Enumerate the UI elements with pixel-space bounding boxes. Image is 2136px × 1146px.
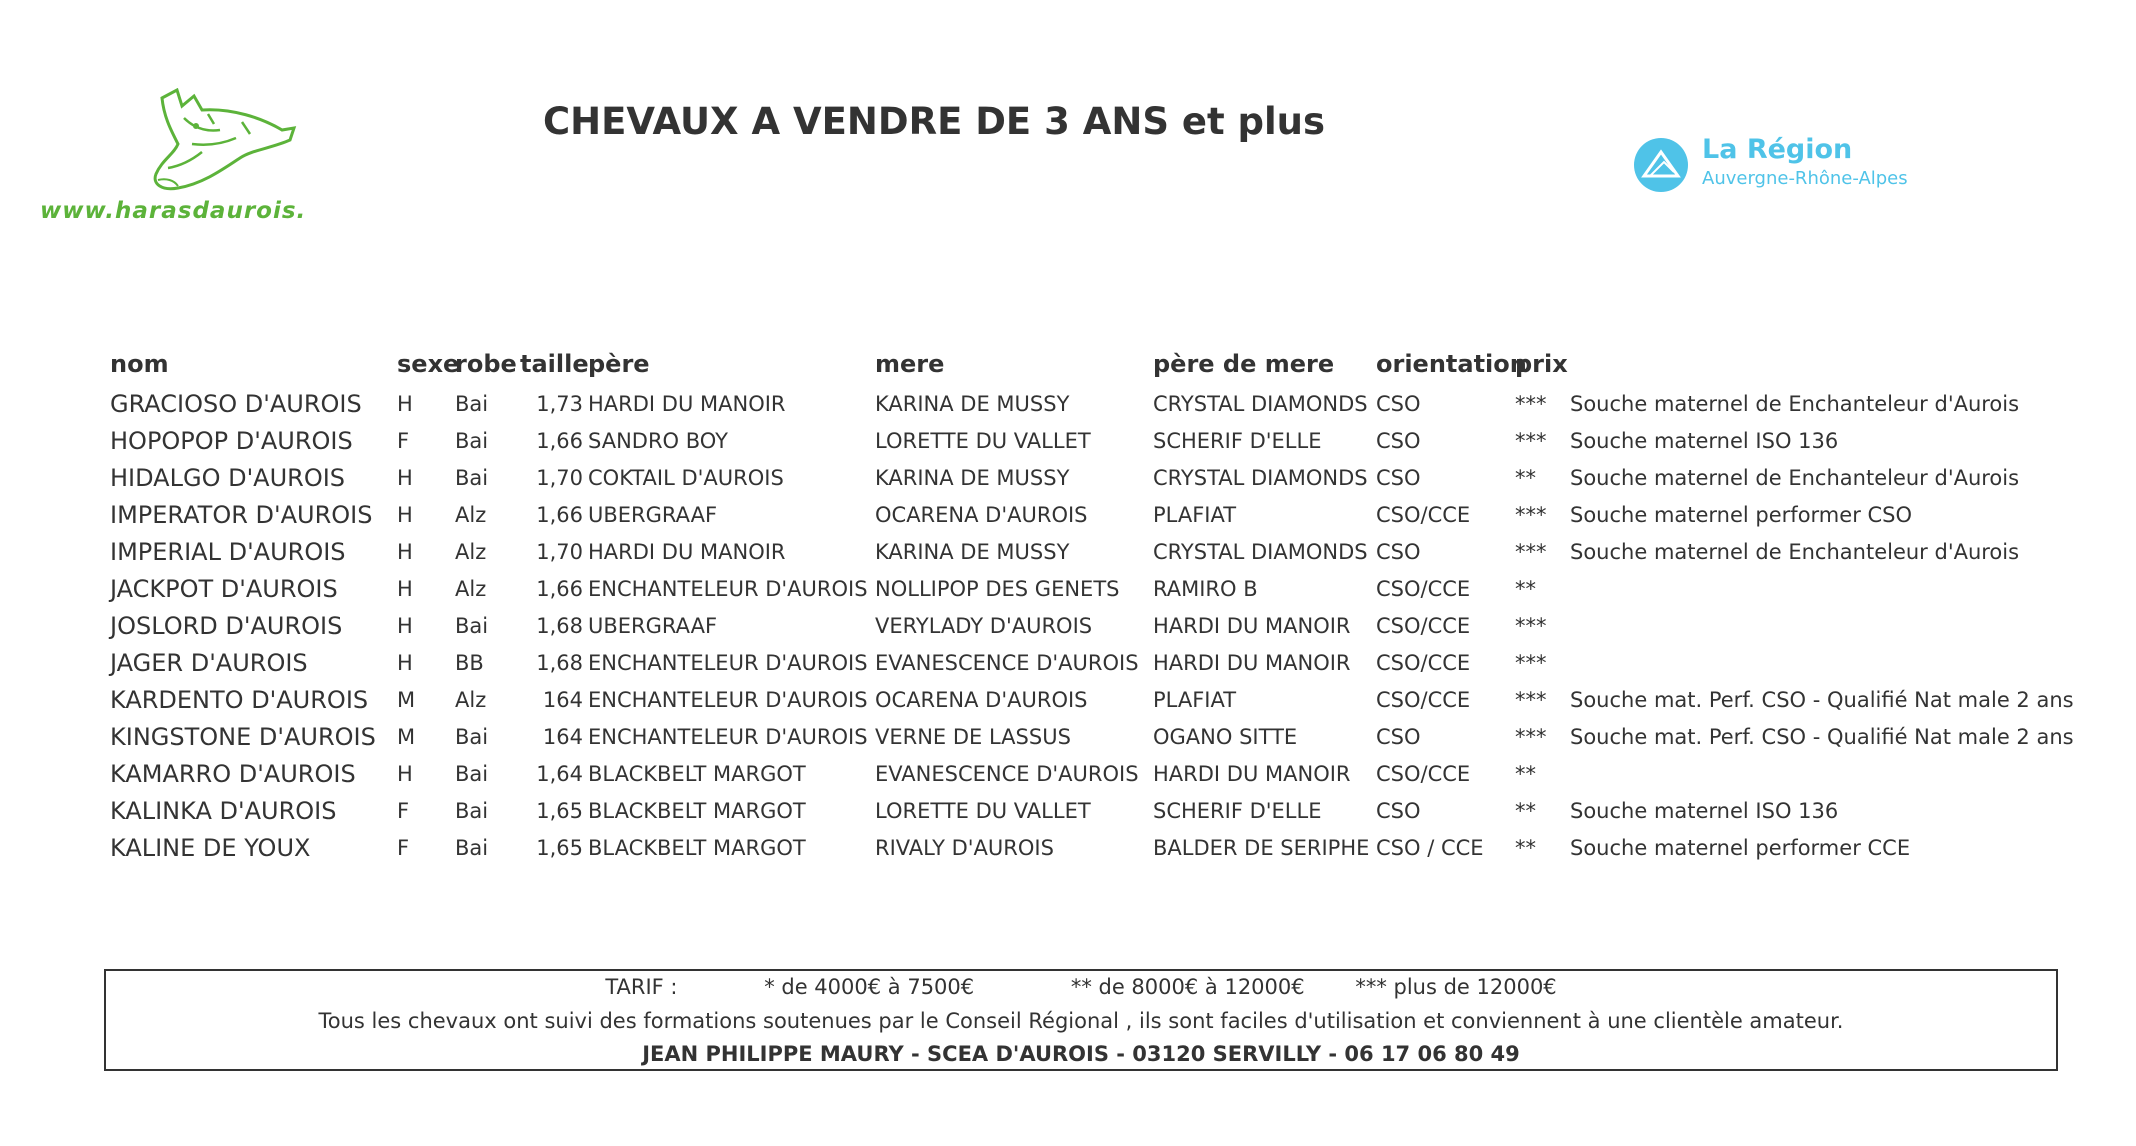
cell-pere: HARDI DU MANOIR [588, 392, 786, 416]
cell-orientation: CSO [1376, 725, 1421, 749]
cell-prix: ** [1515, 799, 1536, 823]
cell-robe: Alz [455, 577, 487, 601]
cell-mere: LORETTE DU VALLET [875, 429, 1091, 453]
cell-sexe: H [397, 540, 413, 564]
cell-taille: 1,70 [536, 466, 583, 490]
page-title: CHEVAUX A VENDRE DE 3 ANS et plus [543, 100, 1326, 143]
cell-pere-de-mere: PLAFIAT [1153, 688, 1237, 712]
cell-nom: IMPERATOR D'AUROIS [110, 501, 373, 529]
cell-nom: JACKPOT D'AUROIS [110, 575, 338, 603]
cell-pere-de-mere: HARDI DU MANOIR [1153, 651, 1351, 675]
cell-taille: 1,66 [536, 503, 583, 527]
table-row [110, 836, 2060, 873]
cell-nom: KARDENTO D'AUROIS [110, 686, 369, 714]
cell-taille: 1,68 [536, 614, 583, 638]
cell-pere: COKTAIL D'AUROIS [588, 466, 784, 490]
table-row [110, 686, 2074, 725]
tarif-tier-3: *** plus de 12000€ [1355, 975, 1557, 999]
cell-sexe: M [397, 725, 416, 749]
table-row [110, 614, 2060, 651]
cell-sexe: H [397, 577, 413, 601]
cell-taille: 1,73 [536, 392, 583, 416]
cell-taille: 1,64 [536, 762, 583, 786]
region-mountain-icon [1634, 138, 1688, 192]
cell-prix: ** [1515, 762, 1536, 786]
cell-prix: *** [1515, 725, 1547, 749]
table-row [110, 503, 2060, 540]
cell-sexe: H [397, 392, 413, 416]
cell-prix: *** [1515, 614, 1547, 638]
cell-orientation: CSO/CCE [1376, 688, 1471, 712]
col-header-sexe: sexe [397, 350, 460, 378]
cell-robe: Bai [455, 392, 489, 416]
col-header-taille: taille [520, 350, 589, 378]
cell-nom: KALINKA D'AUROIS [110, 797, 337, 825]
cell-orientation: CSO / CCE [1376, 836, 1484, 860]
cell-prix: *** [1515, 688, 1547, 712]
cell-sexe: F [397, 836, 410, 860]
cell-pere: ENCHANTELEUR D'AUROIS [588, 577, 868, 601]
cell-taille: 1,66 [536, 429, 583, 453]
cell-note: Souche maternel de Enchanteleur d'Aurois [1570, 540, 2020, 564]
cell-pere-de-mere: HARDI DU MANOIR [1153, 614, 1351, 638]
cell-pere-de-mere: RAMIRO B [1153, 577, 1258, 601]
training-note: Tous les chevaux ont suivi des formations soutenues par le Conseil Régional , ils sont faciles d'utilisation et conviennent à une clientèle amateur. [318, 1009, 1844, 1033]
table-row [110, 762, 2060, 799]
cell-prix: *** [1515, 540, 1547, 564]
cell-taille: 1,65 [536, 799, 583, 823]
cell-nom: JOSLORD D'AUROIS [110, 612, 343, 640]
cell-sexe: H [397, 466, 413, 490]
cell-pere: ENCHANTELEUR D'AUROIS [588, 651, 868, 675]
col-header-robe: robe [455, 350, 517, 378]
cell-nom: GRACIOSO D'AUROIS [110, 390, 362, 418]
cell-orientation: CSO [1376, 540, 1421, 564]
cell-mere: OCARENA D'AUROIS [875, 688, 1088, 712]
cell-pere: BLACKBELT MARGOT [588, 799, 806, 823]
cell-pere: UBERGRAAF [588, 614, 718, 638]
cell-pere-de-mere: HARDI DU MANOIR [1153, 762, 1351, 786]
cell-note: Souche maternel ISO 136 [1570, 799, 1839, 823]
cell-orientation: CSO/CCE [1376, 503, 1471, 527]
site-url[interactable]: www.harasdaurois. [40, 198, 307, 224]
table-row [110, 799, 2060, 836]
cell-prix: *** [1515, 429, 1547, 453]
cell-pere: UBERGRAAF [588, 503, 718, 527]
cell-nom: IMPERIAL D'AUROIS [110, 538, 346, 566]
contact-line: JEAN PHILIPPE MAURY - SCEA D'AUROIS - 03120 SERVILLY - 06 17 06 80 49 [642, 1042, 1520, 1066]
horse-head-icon [122, 88, 322, 193]
cell-orientation: CSO [1376, 799, 1421, 823]
cell-mere: KARINA DE MUSSY [875, 540, 1070, 564]
cell-nom: JAGER D'AUROIS [110, 649, 308, 677]
col-header-nom: nom [110, 350, 169, 378]
cell-mere: OCARENA D'AUROIS [875, 503, 1088, 527]
cell-sexe: H [397, 762, 413, 786]
cell-sexe: F [397, 799, 410, 823]
cell-note: Souche maternel performer CSO [1570, 503, 1913, 527]
tarif-tier-1: * de 4000€ à 7500€ [764, 975, 975, 999]
cell-sexe: H [397, 651, 413, 675]
tarif-line [106, 975, 2056, 999]
table-row [110, 723, 2074, 762]
table-row [110, 540, 2060, 577]
cell-pere: ENCHANTELEUR D'AUROIS [588, 725, 868, 749]
haras-logo [40, 88, 320, 238]
cell-taille: 1,70 [536, 540, 583, 564]
cell-nom: KALINE DE YOUX [110, 834, 311, 862]
cell-mere: KARINA DE MUSSY [875, 466, 1070, 490]
table-row [110, 577, 2060, 614]
cell-pere-de-mere: CRYSTAL DIAMONDS [1153, 540, 1368, 564]
cell-robe: Bai [455, 429, 489, 453]
cell-orientation: CSO/CCE [1376, 651, 1471, 675]
region-subtitle: Auvergne-Rhône-Alpes [1702, 168, 1908, 189]
cell-orientation: CSO [1376, 392, 1421, 416]
cell-prix: ** [1515, 466, 1536, 490]
cell-note: Souche maternel de Enchanteleur d'Aurois [1570, 466, 2020, 490]
cell-pere: SANDRO BOY [588, 429, 729, 453]
horses-table [110, 350, 2074, 873]
cell-orientation: CSO/CCE [1376, 577, 1471, 601]
cell-robe: Alz [455, 540, 487, 564]
cell-mere: LORETTE DU VALLET [875, 799, 1091, 823]
cell-sexe: H [397, 503, 413, 527]
cell-mere: NOLLIPOP DES GENETS [875, 577, 1120, 601]
cell-robe: Alz [455, 503, 487, 527]
cell-robe: Bai [455, 725, 489, 749]
cell-taille: 1,66 [536, 577, 583, 601]
cell-mere: EVANESCENCE D'AUROIS [875, 651, 1139, 675]
cell-note: Souche maternel ISO 136 [1570, 429, 1839, 453]
col-header-pere-de-mere: père de mere [1153, 350, 1335, 378]
cell-taille: 164 [542, 688, 583, 712]
cell-sexe: M [397, 688, 416, 712]
cell-orientation: CSO [1376, 466, 1421, 490]
col-header-mere: mere [875, 350, 945, 378]
cell-pere: BLACKBELT MARGOT [588, 762, 806, 786]
tarif-box [104, 969, 2058, 1071]
cell-prix: *** [1515, 392, 1547, 416]
tarif-label: TARIF : [605, 975, 678, 999]
cell-robe: Bai [455, 466, 489, 490]
cell-prix: *** [1515, 651, 1547, 675]
cell-orientation: CSO/CCE [1376, 614, 1471, 638]
cell-pere: ENCHANTELEUR D'AUROIS [588, 688, 868, 712]
cell-pere-de-mere: SCHERIF D'ELLE [1153, 429, 1322, 453]
col-header-prix: prix [1515, 350, 1568, 378]
cell-pere-de-mere: BALDER DE SERIPHE [1153, 836, 1370, 860]
cell-nom: KAMARRO D'AUROIS [110, 760, 356, 788]
cell-sexe: H [397, 614, 413, 638]
cell-prix: *** [1515, 503, 1547, 527]
cell-mere: EVANESCENCE D'AUROIS [875, 762, 1139, 786]
cell-orientation: CSO/CCE [1376, 762, 1471, 786]
cell-pere-de-mere: OGANO SITTE [1153, 725, 1298, 749]
cell-nom: HIDALGO D'AUROIS [110, 464, 346, 492]
table-row [110, 466, 2060, 503]
region-name: La Région [1702, 134, 1853, 165]
cell-mere: VERNE DE LASSUS [875, 725, 1071, 749]
cell-pere-de-mere: PLAFIAT [1153, 503, 1237, 527]
cell-note: Souche mat. Perf. CSO - Qualifié Nat male 2 ans [1570, 688, 2074, 712]
cell-prix: ** [1515, 577, 1536, 601]
cell-pere-de-mere: CRYSTAL DIAMONDS [1153, 466, 1368, 490]
cell-mere: RIVALY D'AUROIS [875, 836, 1054, 860]
col-header-pere: père [588, 350, 650, 378]
cell-robe: Bai [455, 799, 489, 823]
cell-nom: KINGSTONE D'AUROIS [110, 723, 376, 751]
table-row [110, 429, 2060, 466]
cell-note: Souche mat. Perf. CSO - Qualifié Nat male 2 ans [1570, 725, 2074, 749]
cell-taille: 1,68 [536, 651, 583, 675]
cell-note: Souche maternel de Enchanteleur d'Aurois [1570, 392, 2020, 416]
cell-pere-de-mere: CRYSTAL DIAMONDS [1153, 392, 1368, 416]
cell-note: Souche maternel performer CCE [1570, 836, 1911, 860]
col-header-orientation: orientation [1376, 350, 1527, 378]
cell-robe: BB [455, 651, 484, 675]
cell-prix: ** [1515, 836, 1536, 860]
table-body [110, 390, 2074, 873]
cell-pere: BLACKBELT MARGOT [588, 836, 806, 860]
region-logo [1634, 134, 1954, 204]
cell-robe: Bai [455, 836, 489, 860]
table-header [110, 350, 2060, 392]
cell-robe: Bai [455, 614, 489, 638]
cell-taille: 164 [542, 725, 583, 749]
cell-robe: Bai [455, 762, 489, 786]
cell-pere: HARDI DU MANOIR [588, 540, 786, 564]
cell-nom: HOPOPOP D'AUROIS [110, 427, 353, 455]
cell-mere: KARINA DE MUSSY [875, 392, 1070, 416]
table-row [110, 392, 2060, 429]
cell-mere: VERYLADY D'AUROIS [875, 614, 1093, 638]
cell-robe: Alz [455, 688, 487, 712]
cell-orientation: CSO [1376, 429, 1421, 453]
cell-sexe: F [397, 429, 410, 453]
tarif-tier-2: ** de 8000€ à 12000€ [1070, 975, 1305, 999]
cell-pere-de-mere: SCHERIF D'ELLE [1153, 799, 1322, 823]
cell-taille: 1,65 [536, 836, 583, 860]
table-row [110, 651, 2060, 688]
